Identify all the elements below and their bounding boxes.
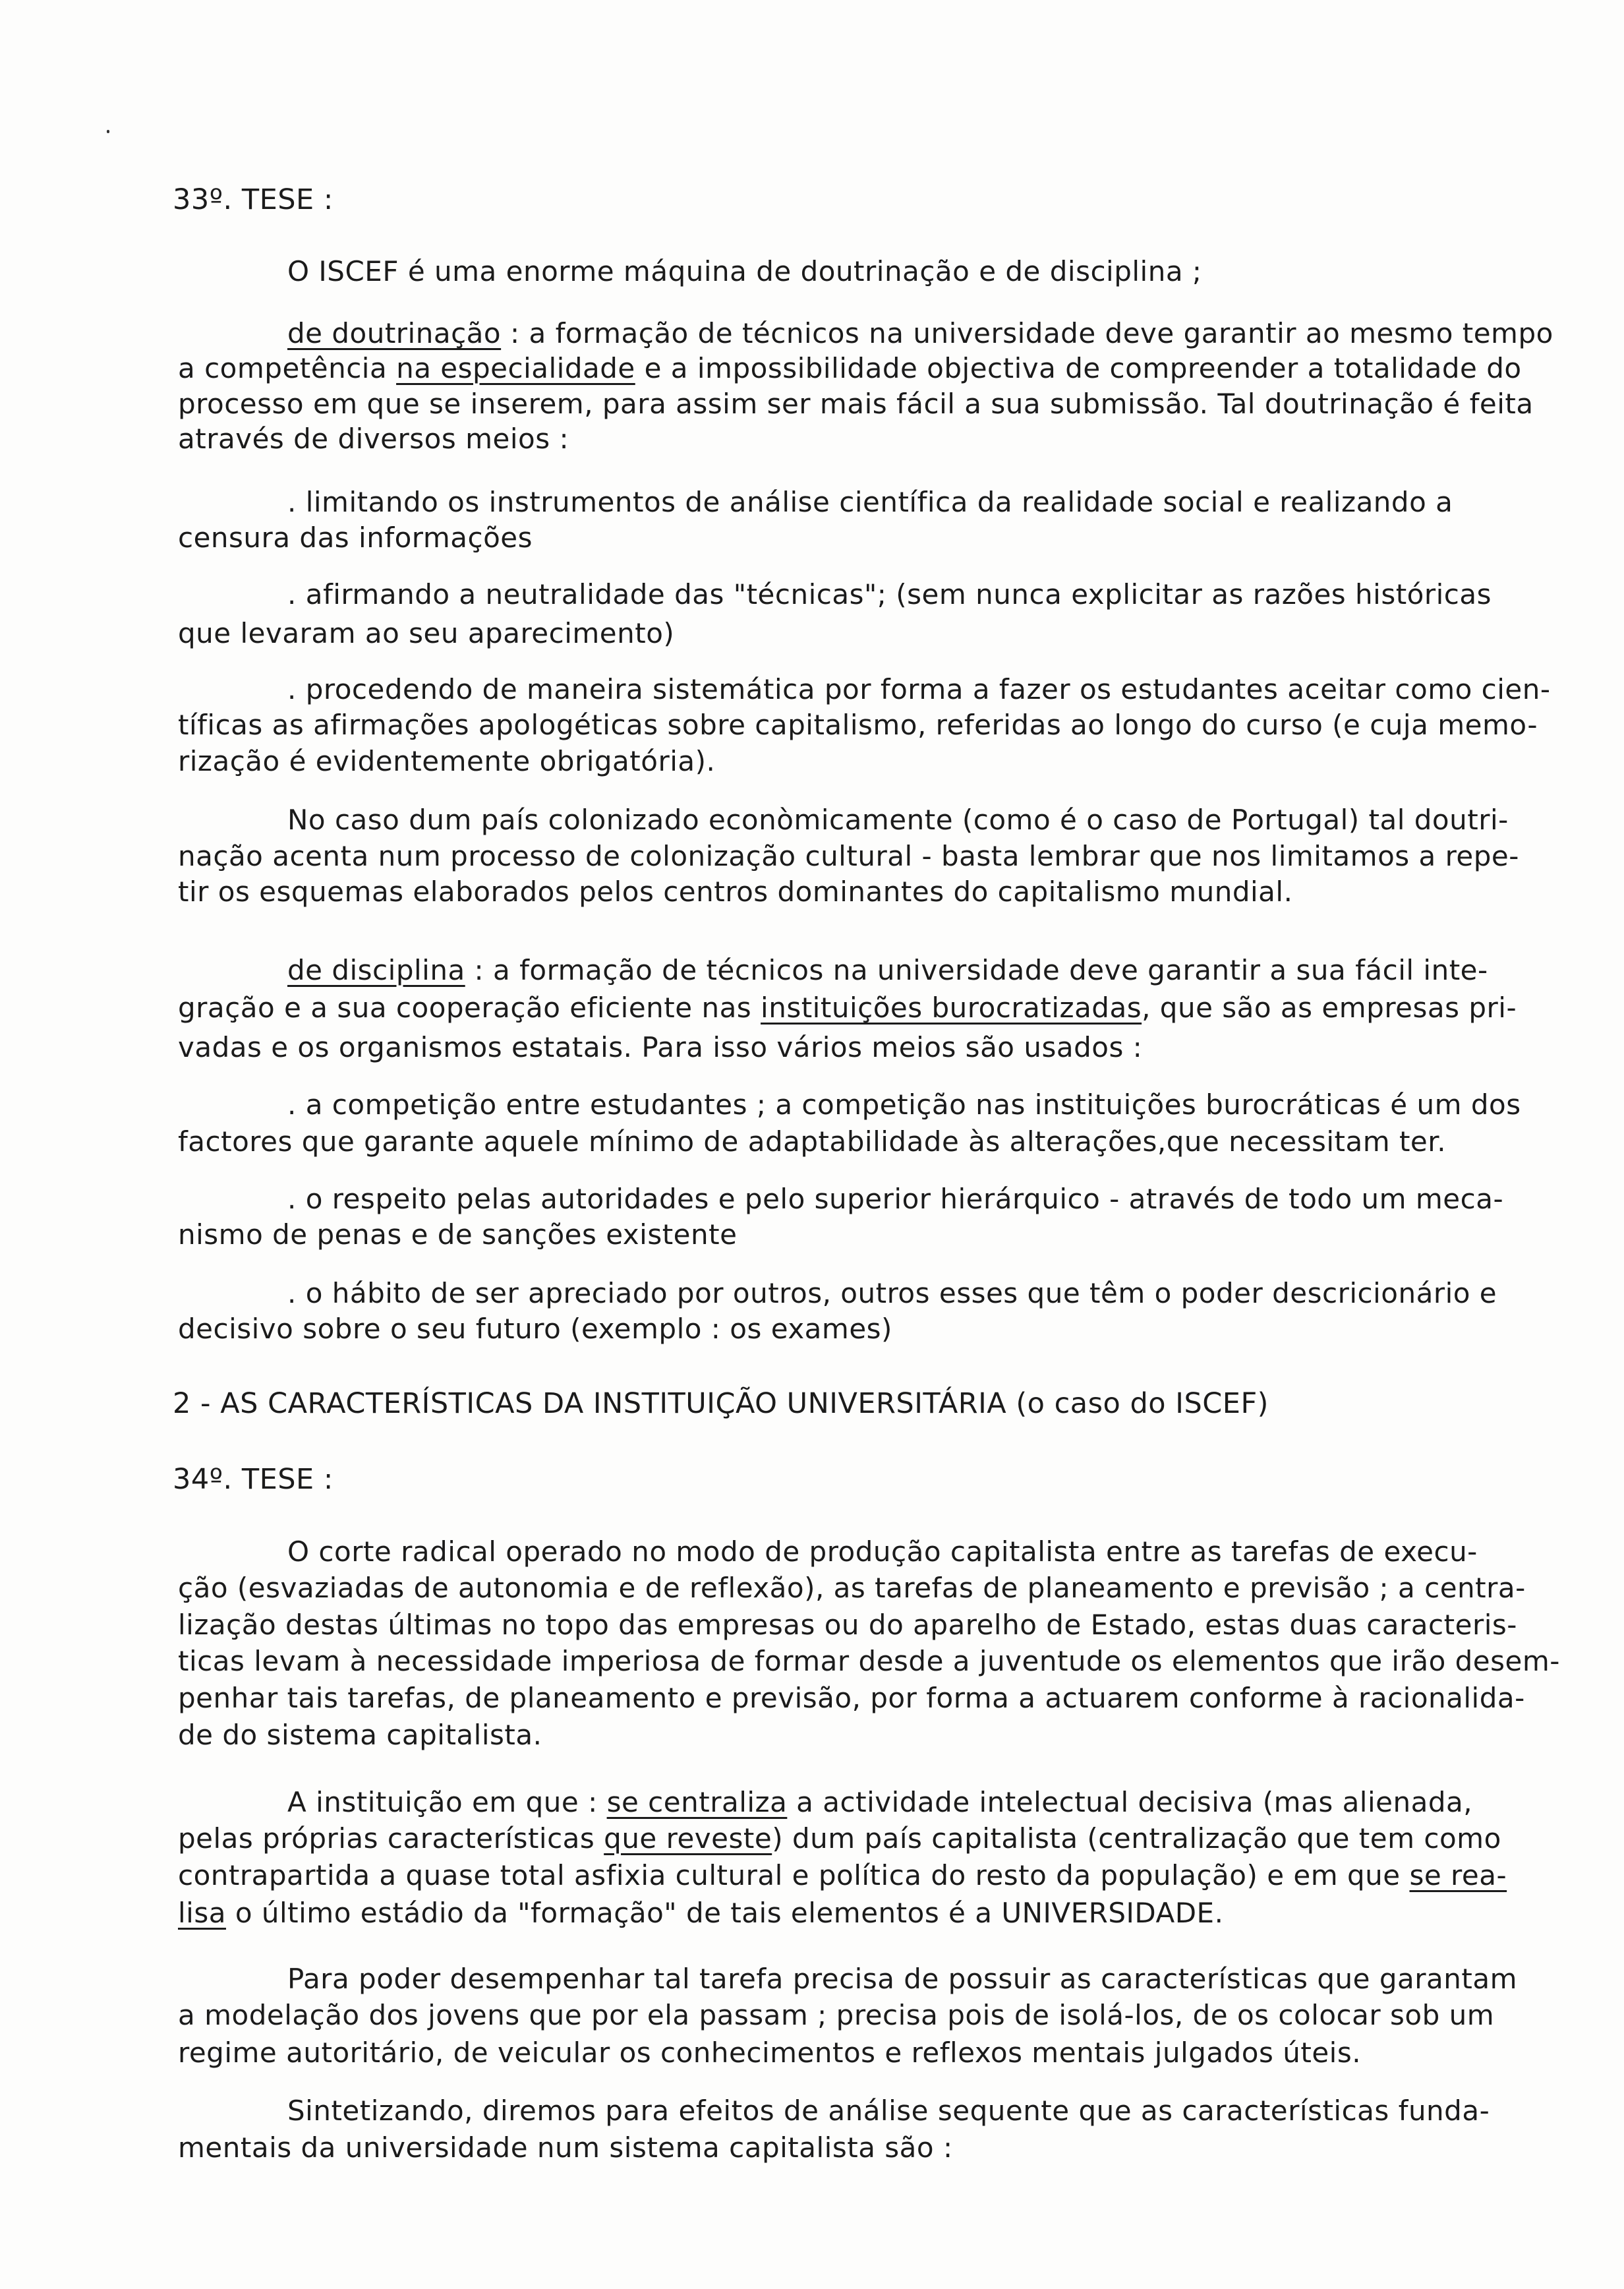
- instituicao-line-3: [178, 1857, 1507, 1895]
- sintetizando-line-1: Sintetizando, diremos para efeitos de análise sequente que as características funda-: [287, 2095, 1490, 2127]
- disciplina-line-2: [178, 989, 1517, 1027]
- item-5-line-2: nismo de penas e de sanções existente: [178, 1218, 738, 1251]
- colonizado-line-1: No caso dum país colonizado econòmicamente (como é o caso de Portugal) tal doutri-: [287, 804, 1509, 836]
- item-2-line-1: . afirmando a neutralidade das "técnicas"; (sem nunca explicitar as razões históricas: [287, 578, 1492, 610]
- instituicao-line-1-start: A instituição em que :: [287, 1786, 607, 1818]
- corte-line-4: ticas levam à necessidade imperiosa de formar desde a juventude os elementos que irão desem-: [178, 1645, 1560, 1677]
- tese-33-heading: 33º. TESE :: [173, 183, 334, 216]
- instituicao-line-3-underlined: se rea-: [1409, 1859, 1507, 1891]
- item-5-line-1: . o respeito pelas autoridades e pelo superior hierárquico - através de todo um meca-: [287, 1183, 1504, 1215]
- doutrinacao-line-2-text: e a impossibilidade objectiva de compreender a totalidade do: [635, 352, 1522, 384]
- disciplina-line-1-text: : a formação de técnicos na universidade deve garantir a sua fácil inte-: [465, 954, 1488, 986]
- instituicao-line-2: [178, 1820, 1501, 1858]
- corte-line-5: penhar tais tarefas, de planeamento e previsão, por forma a actuarem conforme à racionalida-: [178, 1682, 1525, 1714]
- instituicao-line-1: [287, 1783, 1472, 1822]
- corte-line-3: lização destas últimas no topo das empresas ou do aparelho de Estado, estas duas caracteris-: [178, 1609, 1517, 1641]
- corte-line-6: de do sistema capitalista.: [178, 1719, 542, 1751]
- scan-speck: [107, 130, 109, 133]
- doutrinacao-line-2: [178, 349, 1522, 388]
- instituicao-line-1-text: a actividade intelectual decisiva (mas alienada,: [787, 1786, 1473, 1818]
- doutrinacao-line-2-start: a competência: [178, 352, 397, 384]
- item-6-line-2: decisivo sobre o seu futuro (exemplo : os exames): [178, 1313, 892, 1345]
- tarefa-line-2: a modelação dos jovens que por ela passam ; precisa pois de isolá-los, de os colocar sob um: [178, 1999, 1495, 2031]
- corte-line-2: ção (esvaziadas de autonomia e de reflexão), as tarefas de planeamento e previsão ; a centra-: [178, 1572, 1526, 1604]
- disciplina-line-2-start: gração e a sua cooperação eficiente nas: [178, 992, 761, 1024]
- instituicao-line-4: [178, 1894, 1223, 1932]
- item-4-line-1: . a competição entre estudantes ; a competição nas instituições burocráticas é um dos: [287, 1088, 1521, 1121]
- colonizado-line-3: tir os esquemas elaborados pelos centros dominantes do capitalismo mundial.: [178, 876, 1293, 908]
- instituicao-line-4-underlined: lisa: [178, 1897, 226, 1929]
- section-2-heading: 2 - AS CARACTERÍSTICAS DA INSTITUIÇÃO UNIVERSITÁRIA (o caso do ISCEF): [173, 1387, 1269, 1420]
- doutrinacao-line-4: através de diversos meios :: [178, 423, 569, 455]
- instituicao-line-2-text: ) dum país capitalista (centralização que tem como: [772, 1822, 1501, 1855]
- disciplina-line-2-underlined: instituições burocratizadas: [761, 992, 1142, 1024]
- instituicao-line-2-start: pelas próprias características: [178, 1822, 604, 1855]
- item-4-line-2: factores que garante aquele mínimo de adaptabilidade às alterações,que necessitam ter.: [178, 1125, 1447, 1158]
- item-3-line-3: rização é evidentemente obrigatória).: [178, 745, 716, 777]
- item-2-line-2: que levaram ao seu aparecimento): [178, 617, 675, 649]
- doutrinacao-line-2-underlined: na especialidade: [396, 352, 635, 384]
- instituicao-line-3-start: contrapartida a quase total asfixia cultural e política do resto da população) e em que: [178, 1859, 1410, 1891]
- instituicao-line-4-text: o último estádio da "formação" de tais elementos é a UNIVERSIDADE.: [225, 1897, 1224, 1929]
- tese-33-intro: O ISCEF é uma enorme máquina de doutrinação e de disciplina ;: [287, 255, 1202, 287]
- doutrinacao-term: de doutrinação: [287, 317, 502, 349]
- sintetizando-line-2: mentais da universidade num sistema capitalista são :: [178, 2131, 953, 2164]
- corte-line-1: O corte radical operado no modo de produção capitalista entre as tarefas de execu-: [287, 1535, 1478, 1568]
- disciplina-line-1: [287, 951, 1488, 990]
- item-3-line-2: tíficas as afirmações apologéticas sobre capitalismo, referidas ao longo do curso (e cuja memo-: [178, 709, 1538, 741]
- doutrinacao-line-1: [287, 314, 1553, 353]
- disciplina-line-2-text: , que são as empresas pri-: [1142, 992, 1517, 1024]
- doutrinacao-line-3: processo em que se inserem, para assim ser mais fácil a sua submissão. Tal doutrinação é feita: [178, 388, 1534, 420]
- item-1-line-2: censura das informações: [178, 521, 533, 554]
- colonizado-line-2: nação acenta num processo de colonização cultural - basta lembrar que nos limitamos a repe-: [178, 840, 1519, 872]
- tese-34-heading: 34º. TESE :: [173, 1463, 334, 1496]
- instituicao-line-2-underlined: que reveste: [604, 1822, 772, 1855]
- item-6-line-1: . o hábito de ser apreciado por outros, outros esses que têm o poder descricionário e: [287, 1277, 1497, 1309]
- doutrinacao-line-1-text: : a formação de técnicos na universidade deve garantir ao mesmo tempo: [501, 317, 1553, 349]
- tarefa-line-1: Para poder desempenhar tal tarefa precisa de possuir as características que garantam: [287, 1963, 1518, 1995]
- item-1-line-1: . limitando os instrumentos de análise científica da realidade social e realizando a: [287, 486, 1453, 518]
- item-3-line-1: . procedendo de maneira sistemática por forma a fazer os estudantes aceitar como cien-: [287, 673, 1551, 705]
- tarefa-line-3: regime autoritário, de veicular os conhecimentos e reflexos mentais julgados úteis.: [178, 2036, 1362, 2069]
- instituicao-line-1-underlined: se centraliza: [606, 1786, 788, 1818]
- disciplina-line-3: vadas e os organismos estatais. Para isso vários meios são usados :: [178, 1031, 1143, 1063]
- disciplina-term: de disciplina: [287, 954, 465, 986]
